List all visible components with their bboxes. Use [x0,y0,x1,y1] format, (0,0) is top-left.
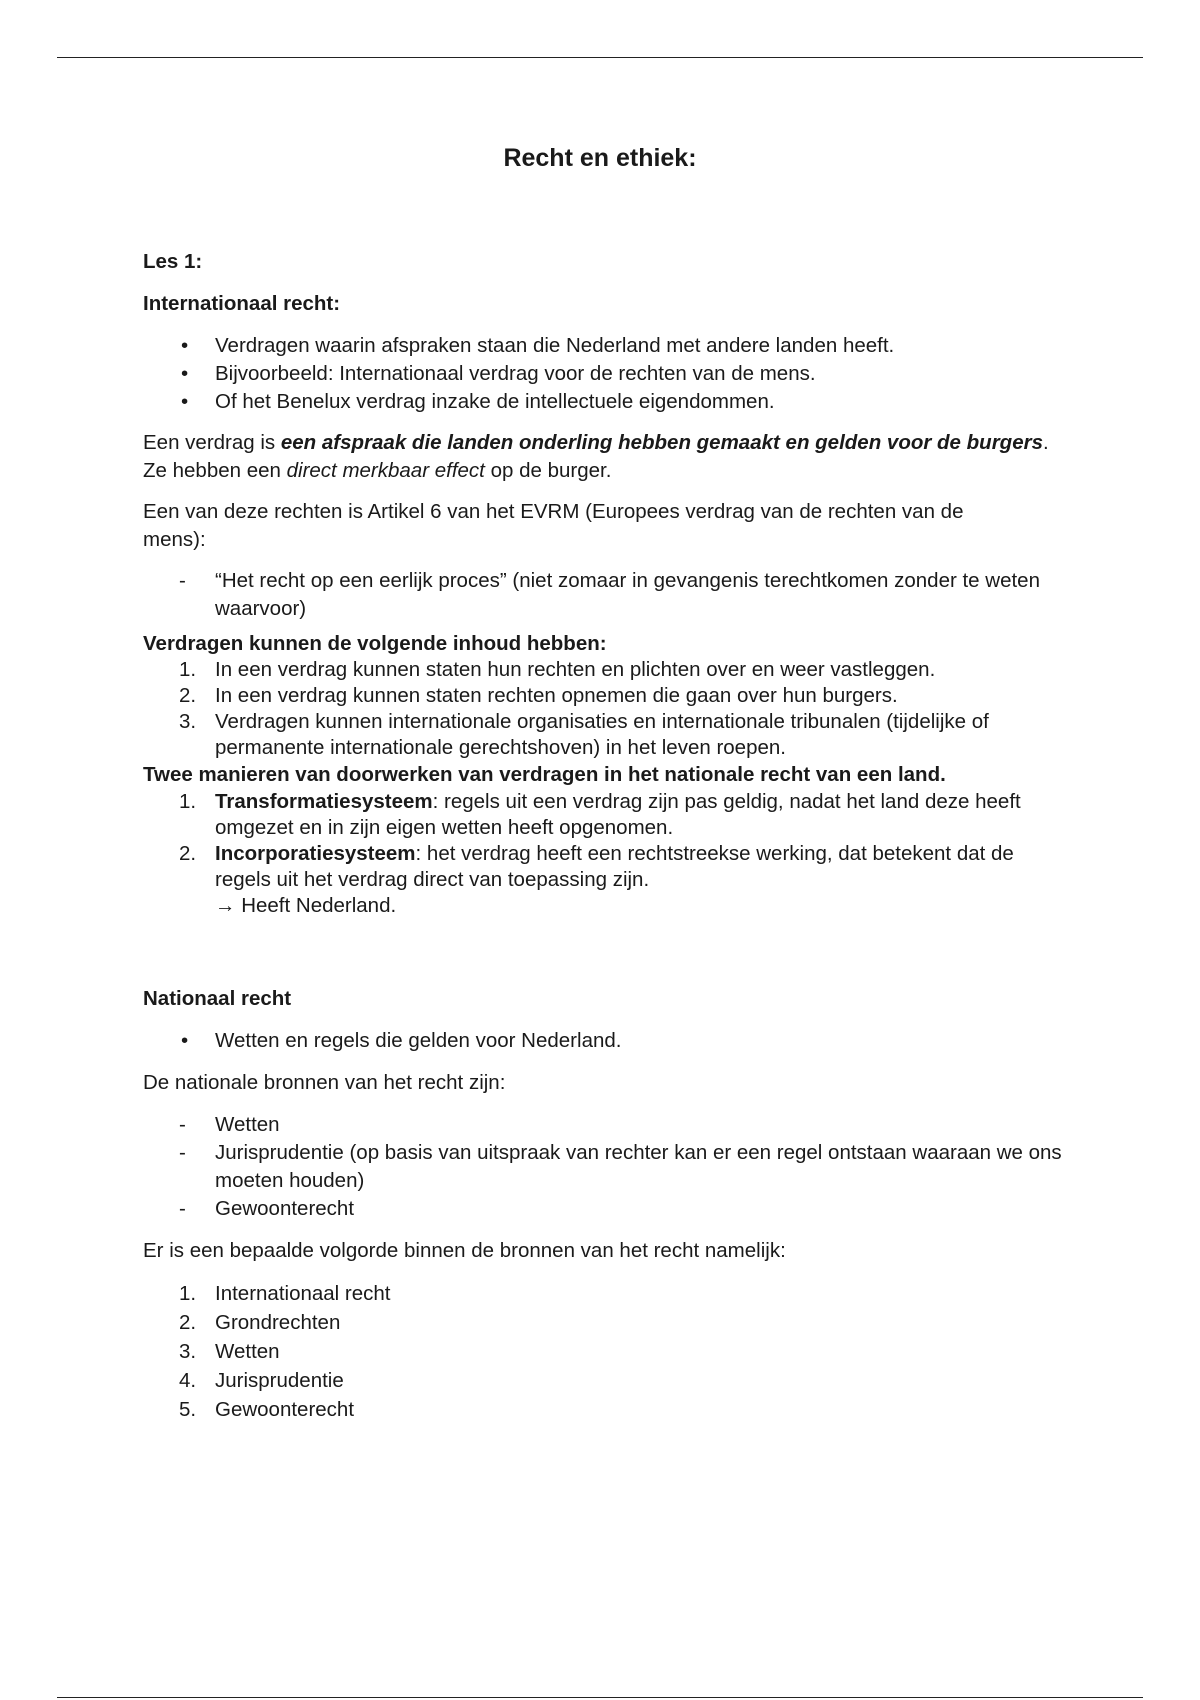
list-item: 1. Transformatiesysteem: regels uit een verdrag zijn pas geldig, nadat het land deze heeft omgezet en in zijn eigen wetten heeft opgenomen. [179,790,1021,839]
list-item: 2. Grondrechten [179,1311,341,1334]
bullet-icon: • [181,1029,189,1052]
list-item: 3. Wetten [179,1340,280,1363]
top-rule [57,57,1143,58]
treaty-effect-list [143,789,1063,919]
list-item: - Jurisprudentie (op basis van uitspraak van rechter kan er een regel ontstaan waaraan we ons moeten houden) [179,1141,1062,1192]
bullet-icon: • [181,334,189,357]
list-item: 1. Internationaal recht [179,1282,391,1305]
national-bullet-list [143,1027,1063,1055]
treaty-content-heading: Verdragen kunnen de volgende inhoud hebben: [143,632,607,655]
bullet-icon: • [181,390,189,413]
netherlands-note: → Heeft Nederland. [215,894,397,917]
list-item: • Wetten en regels die gelden voor Nederland. [143,1027,1063,1055]
treaty-definition: Een verdrag is een afspraak die landen onderling hebben gemaakt en gelden voor de burgers. Ze hebben een direct merkbaar effect op de burger. [143,431,1049,482]
list-item: • Of het Benelux verdrag inzake de intellectuele eigendommen. [143,388,1063,416]
list-item: 1. In een verdrag kunnen staten hun rechten en plichten over en weer vastleggen. [179,658,936,681]
term-label: Incorporatiesysteem [215,842,416,865]
list-item: • Bijvoorbeeld: Internationaal verdrag voor de rechten van de mens. [143,360,1063,388]
dash-icon: - [179,569,186,592]
sources-order-intro: Er is een bepaalde volgorde binnen de bronnen van het recht namelijk: [143,1239,786,1262]
list-item: - Wetten [143,1111,1063,1139]
dash-icon: - [179,1141,186,1164]
national-sources-intro: De nationale bronnen van het recht zijn: [143,1071,506,1094]
national-sources-list [143,1111,1063,1223]
sources-order-list [143,1279,1063,1424]
list-item: - “Het recht op een eerlijk proces” (niet zomaar in gevangenis terechtkomen zonder te weten waarvoor) [179,569,1040,620]
national-law-heading: Nationaal recht [143,987,292,1010]
bottom-rule [57,1697,1143,1698]
list-item: 2. In een verdrag kunnen staten rechten opnemen die gaan over hun burgers. [179,684,898,707]
list-item: 4. Jurisprudentie [179,1369,344,1392]
bullet-icon: • [181,362,189,385]
dash-icon: - [179,1197,186,1220]
list-item: - Gewoonterecht [143,1195,1063,1223]
lesson-heading: Les 1: [143,250,203,273]
international-law-heading: Internationaal recht: [143,292,341,315]
document-body [143,248,1063,1424]
term-label: Transformatiesysteem [215,790,433,813]
dash-icon: - [179,1113,186,1136]
list-item: 2. Incorporatiesysteem: het verdrag heeft een rechtstreekse werking, dat betekent dat de regels uit het verdrag direct van toepassing zijn. → Heeft Nederland. [143,841,1063,919]
treaty-effect-heading: Twee manieren van doorwerken van verdragen in het nationale recht van een land. [143,763,946,786]
list-item: 5. Gewoonterecht [179,1398,355,1421]
evrm-paragraph: Een van deze rechten is Artikel 6 van het EVRM (Europees verdrag van de rechten van de mens): [143,500,964,551]
evrm-dash-list [143,567,1063,623]
list-item: • Verdragen waarin afspraken staan die Nederland met andere landen heeft. [143,332,1063,360]
treaty-content-list [143,657,1063,761]
document-title: Recht en ethiek: [503,144,697,172]
international-bullet-list [143,332,1063,416]
list-item: 3. Verdragen kunnen internationale organisaties en internationale tribunalen (tijdelijke of permanente internationale gerechtshoven) in het leven roepen. [179,710,989,759]
